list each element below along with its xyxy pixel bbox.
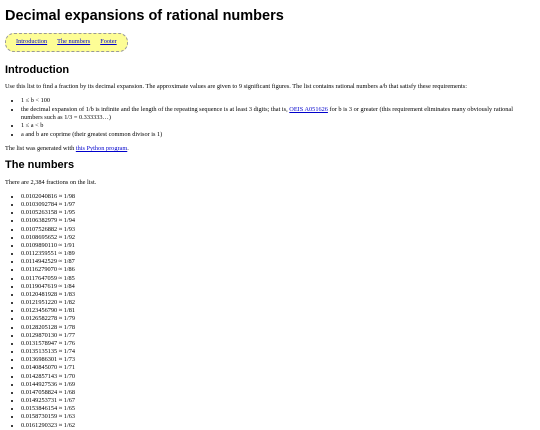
page-title: Decimal expansions of rational numbers xyxy=(5,8,284,24)
list-item: • 0.0123456790 ≈ 1/81 xyxy=(21,307,535,315)
requirement-item: • a and b are coprime (their greatest common divisor is 1) xyxy=(21,131,535,139)
list-item: • 0.0121951220 ≈ 1/82 xyxy=(21,299,535,307)
list-item: • 0.0112359551 ≈ 1/89 xyxy=(21,250,535,258)
introduction-heading: Introduction xyxy=(5,63,70,76)
list-item: • 0.0117647059 ≈ 1/85 xyxy=(21,275,535,283)
list-item: • 0.0126582278 ≈ 1/79 xyxy=(21,315,535,323)
list-item: • 0.0142857143 ≈ 1/70 xyxy=(21,373,535,381)
toc-link-numbers[interactable]: The numbers xyxy=(57,38,91,46)
list-item: • 0.0114942529 ≈ 1/87 xyxy=(21,258,535,266)
list-item: • 0.0128205128 ≈ 1/78 xyxy=(21,324,535,332)
list-item: • 0.0108695652 ≈ 1/92 xyxy=(21,234,535,242)
oeis-link[interactable]: OEIS A051626 xyxy=(289,105,328,113)
generator-punct: . xyxy=(127,145,129,153)
generator-note xyxy=(5,145,535,153)
list-item: • 0.0131578947 ≈ 1/76 xyxy=(21,340,535,348)
list-item: • 0.0147058824 ≈ 1/68 xyxy=(21,389,535,397)
list-item: • 0.0158730159 ≈ 1/63 xyxy=(21,413,535,421)
python-program-link[interactable]: this Python program xyxy=(75,145,128,153)
numbers-heading: The numbers xyxy=(5,159,75,172)
list-item: • 0.0103092784 ≈ 1/97 xyxy=(21,201,535,209)
fractions-list xyxy=(5,193,535,430)
list-item: • 0.0107526882 ≈ 1/93 xyxy=(21,226,535,234)
list-item: • 0.0129870130 ≈ 1/77 xyxy=(21,332,535,340)
list-item: • 0.0149253731 ≈ 1/67 xyxy=(21,397,535,405)
list-item: • 0.0105263158 ≈ 1/95 xyxy=(21,209,535,217)
list-item: • 0.0120481928 ≈ 1/83 xyxy=(21,291,535,299)
list-item: • 0.0109890110 ≈ 1/91 xyxy=(21,242,535,250)
list-item: • 0.0153846154 ≈ 1/65 xyxy=(21,405,535,413)
table-of-contents xyxy=(5,33,128,51)
fraction-count-text: There are 2,384 fractions on the list. xyxy=(5,178,97,186)
introduction-text: Use this list to find a fraction by its decimal expansion. The approximate values are given to 9 significant figures. The list contains rational numbers a/b that satisfy these requirements: xyxy=(5,82,467,90)
list-item: • 0.0140845070 ≈ 1/71 xyxy=(21,364,535,372)
list-item: • 0.0144927536 ≈ 1/69 xyxy=(21,381,535,389)
requirement-item xyxy=(21,106,535,122)
list-item: • 0.0102040816 ≈ 1/98 xyxy=(21,193,535,201)
list-item: • 0.0119047619 ≈ 1/84 xyxy=(21,283,535,291)
requirements-list xyxy=(5,97,535,139)
toc-link-footer[interactable]: Footer xyxy=(100,38,117,46)
generator-text: The list was generated with xyxy=(5,145,75,153)
requirement-text: the decimal expansion of 1/b is infinite and the length of the repeating sequence is at least 3 digits; that is, xyxy=(21,105,288,113)
list-item: • 0.0116279070 ≈ 1/86 xyxy=(21,266,535,274)
list-item: • 0.0161290323 ≈ 1/62 xyxy=(21,422,535,430)
list-item: • 0.0106382979 ≈ 1/94 xyxy=(21,217,535,225)
requirement-item: • 1 ≤ b < 100 xyxy=(21,97,535,105)
toc-link-introduction[interactable]: Introduction xyxy=(16,38,48,46)
list-item: • 0.0136986301 ≈ 1/73 xyxy=(21,356,535,364)
requirement-text: for b is 3 or greater (this requirement eliminates many obviously rational numbers such as 1/3 = 0.333333…) xyxy=(21,105,513,121)
requirement-item: • 1 ≤ a < b xyxy=(21,122,535,130)
list-item: • 0.0135135135 ≈ 1/74 xyxy=(21,348,535,356)
